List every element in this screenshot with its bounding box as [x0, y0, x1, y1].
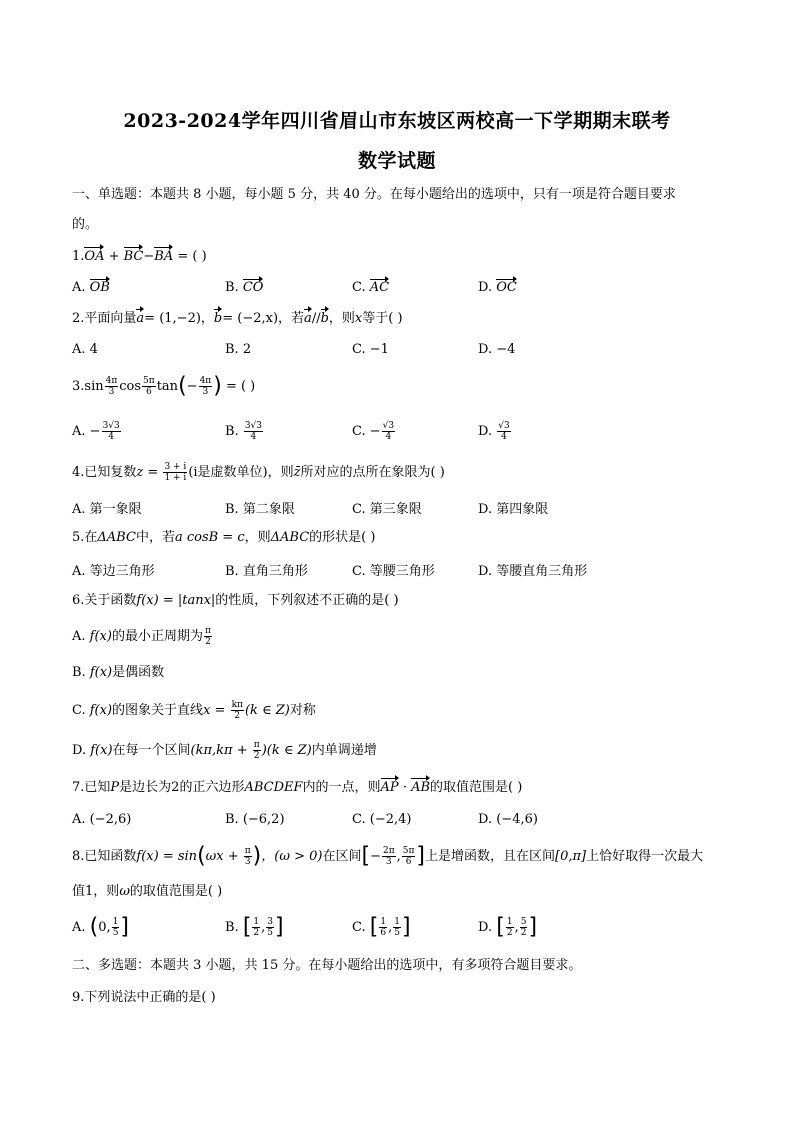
- q3-number: 3.: [72, 379, 85, 394]
- q3-sin: sin: [84, 379, 104, 394]
- q7-option-c[interactable]: C. (−2,4): [352, 812, 412, 827]
- q4-z: z: [136, 465, 144, 480]
- q6-option-c[interactable]: C. f(x)的图象关于直线x = $\frac{k\pi}{2}$ (k ∈ Z)对称: [72, 700, 316, 721]
- q6-option-b[interactable]: B. f(x)是偶函数: [72, 665, 165, 680]
- q5-options: [72, 560, 732, 582]
- q3-tan: tan: [156, 379, 179, 394]
- q2-option-b[interactable]: B. 2: [225, 342, 252, 357]
- q4-options: [72, 498, 732, 520]
- q7-option-a[interactable]: A. (−2,6): [72, 812, 132, 827]
- q5-text-4: 的形状是( ): [309, 530, 376, 545]
- q2-option-a[interactable]: A. 4: [72, 342, 98, 357]
- q2-options: [72, 342, 732, 364]
- q4-option-a[interactable]: A. 第一象限: [72, 502, 142, 517]
- q4-text-1: 4.已知复数: [72, 465, 137, 480]
- q1-options: [72, 280, 732, 302]
- q7-vector-ap: AP: [380, 780, 399, 795]
- q2-vector-b-2: b: [320, 311, 329, 326]
- q7-hexagon: ABCDEF: [244, 780, 303, 795]
- q5-text-3: ，则: [244, 530, 271, 545]
- q1-option-c[interactable]: C. AC: [352, 280, 390, 295]
- q8-option-c[interactable]: C. [ $\frac{1}{6}$ , $\frac{1}{5}$ ]: [352, 914, 411, 940]
- q3-option-d[interactable]: D. $\frac{√3}{4}$: [478, 421, 510, 442]
- section2-heading: 二、多选题：本题共 3 小题，共 15 分。在每小题给出的选项中，有多项符合题目要求。: [72, 958, 582, 973]
- q1-number: 1.: [72, 249, 85, 264]
- q3-option-c[interactable]: C. − $\frac{√3}{4}$: [352, 421, 395, 442]
- q7-option-d[interactable]: D. (−4,6): [478, 812, 538, 827]
- q8-option-d[interactable]: D. [ $\frac{1}{2}$ , $\frac{5}{2}$ ]: [478, 914, 538, 940]
- q1-vector-3: BA: [154, 249, 174, 264]
- q3-frac-1: $\frac{4\pi}{3}$: [105, 376, 118, 397]
- q2-option-c[interactable]: C. −1: [352, 342, 389, 357]
- question-7: 7.已知P是边长为2的正六边形ABCDEF内的一点，则AP · AB的取值范围是( ): [72, 780, 523, 795]
- q5-condition: a cosB = c: [174, 530, 245, 545]
- q2-text-6: 等于( ): [362, 311, 403, 326]
- q2-vector-a: a: [136, 311, 145, 326]
- q3-frac-2: $\frac{5\pi}{6}$: [143, 376, 155, 397]
- q5-option-a[interactable]: A. 等边三角形: [72, 564, 155, 579]
- q3-tail: = ( ): [225, 379, 256, 394]
- q5-option-b[interactable]: B. 直角三角形: [225, 564, 308, 579]
- question-9: 9.下列说法中正确的是( ): [72, 990, 216, 1005]
- q1-option-a-vector: OB: [89, 280, 110, 295]
- q5-text-2: 中，若: [135, 530, 175, 545]
- q8-option-a[interactable]: A. (0, $\frac{1}{5}$ ]: [72, 914, 130, 940]
- q2-option-d[interactable]: D. −4: [478, 342, 516, 357]
- q4-text-2: (i是虚数单位)，则: [188, 465, 294, 480]
- q1-vector-2: BC: [123, 249, 144, 264]
- q2-text-2: = (1,−2)，: [144, 311, 214, 326]
- q5-option-d[interactable]: D. 等腰直角三角形: [478, 564, 588, 579]
- q3-option-b[interactable]: B. $\frac{3√3}{4}$: [225, 421, 263, 442]
- q3-options: [72, 418, 732, 446]
- question-8-line-2: 值1，则ω的取值范围是( ): [72, 884, 223, 899]
- q2-parallel: //: [311, 311, 321, 326]
- q6-text-2: 的性质，下列叙述不正确的是( ): [215, 593, 399, 608]
- q4-option-c[interactable]: C. 第三象限: [352, 502, 422, 517]
- question-4: 4.已知复数z = $\frac{3 + i}{1 + i}$ (i是虚数单位)，则z̄所对应的点所在象限为( ): [72, 462, 445, 483]
- q1-option-d[interactable]: D. OC: [478, 280, 517, 295]
- q2-text-5: ，则: [328, 311, 355, 326]
- q7-options: [72, 812, 732, 834]
- q8-option-b[interactable]: B. [ $\frac{1}{2}$ , $\frac{3}{5}$ ]: [225, 914, 284, 940]
- q3-neg: −: [186, 379, 198, 394]
- section1-heading-line1: 一、单选题：本题共 8 小题，每小题 5 分，共 40 分。在每小题给出的选项中，只有一项是符合题目要求: [72, 187, 676, 202]
- q2-vector-b: b: [213, 311, 223, 326]
- q1-option-b[interactable]: B. CO: [225, 280, 264, 295]
- q2-vector-a-2: a: [304, 311, 312, 326]
- q4-option-b[interactable]: B. 第二象限: [225, 502, 295, 517]
- q4-text-3: 所对应的点所在象限为( ): [300, 465, 445, 480]
- q4-option-d[interactable]: D. 第四象限: [478, 502, 549, 517]
- q6-option-a[interactable]: A. f(x)的最小正周期为 $\frac{\pi}{2}$: [72, 626, 211, 647]
- q1-tail: = ( ): [177, 249, 207, 264]
- q1-option-a[interactable]: A. OB: [72, 280, 110, 295]
- q1-vector-1: OA: [84, 249, 105, 264]
- q7-point-p: P: [110, 780, 120, 795]
- question-5: [72, 529, 732, 547]
- q4-fraction: $\frac{3 + i}{1 + i}$: [164, 462, 187, 483]
- exam-title: 2023-2024学年四川省眉山市东坡区两校高一下学期期末联考: [123, 110, 671, 132]
- q5-text-1: 5.在: [72, 530, 98, 545]
- q7-vector-ab: AB: [411, 780, 431, 795]
- q1-option-d-vector: OC: [496, 280, 517, 295]
- q8-options: [72, 914, 732, 942]
- q6-function: f(x) = |tanx|: [136, 593, 216, 608]
- exam-subtitle: 数学试题: [357, 150, 436, 172]
- q5-triangle-2: ΔABC: [270, 530, 310, 545]
- question-8-line-1: 8.已知函数f(x) = sin(ωx + $\frac{\pi}{3}$ )，(ω > 0)在区间[− $\frac{2\pi}{3}$ , $\frac{5\pi}{6}$ ]上是增函数，且在区间[0,π]上恰好取得一次最大: [72, 843, 704, 869]
- q6-text-1: 6.关于函数: [72, 593, 137, 608]
- question-2: [72, 310, 732, 328]
- q7-option-b[interactable]: B. (−6,2): [225, 812, 285, 827]
- q5-option-c[interactable]: C. 等腰三角形: [352, 564, 435, 579]
- question-6: [72, 592, 732, 610]
- q4-zbar: z̄: [293, 465, 301, 480]
- q3-option-a[interactable]: A. − $\frac{3√3}{4}$: [72, 421, 120, 442]
- q2-x: x: [354, 311, 363, 326]
- q1-option-b-vector: CO: [242, 280, 264, 295]
- q1-option-c-vector: AC: [369, 280, 390, 295]
- q2-text-1: 2.平面向量: [72, 311, 137, 326]
- q3-frac-3: $\frac{4\pi}{3}$: [199, 376, 212, 397]
- q6-option-d[interactable]: D. f(x)在每一个区间(kπ,kπ + $\frac{\pi}{2}$ )(k ∈ Z)内单调递增: [72, 740, 377, 761]
- section1-heading-line2: 的。: [72, 217, 99, 232]
- q5-triangle: ΔABC: [97, 530, 136, 545]
- q2-text-3: = (−2,x)，若: [222, 311, 305, 326]
- q3-cos: cos: [119, 379, 142, 394]
- question-3: 3.sin $\frac{4\pi}{3}$ cos $\frac{5\pi}{6}$ tan(− $\frac{4\pi}{3}$ ) = ( ): [72, 373, 256, 399]
- question-1: 1.OA + BC−BA = ( ): [72, 249, 207, 264]
